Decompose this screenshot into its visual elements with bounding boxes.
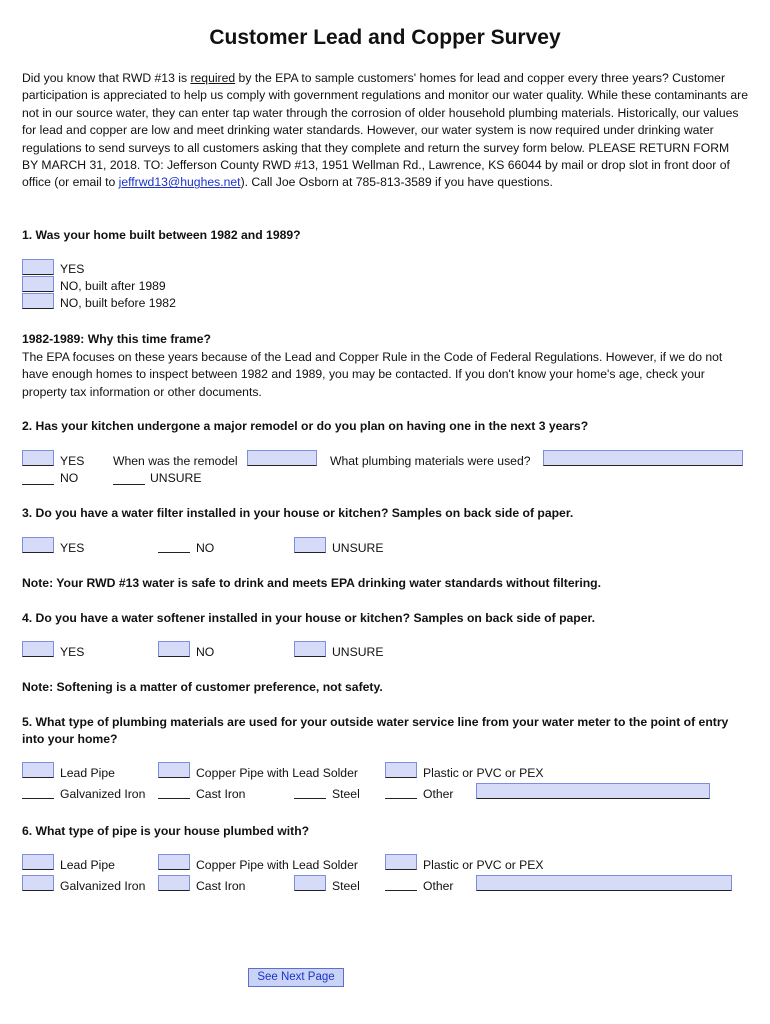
q6-steel-label: Steel: [332, 879, 360, 893]
q5-galv-checkbox[interactable]: [22, 783, 54, 799]
intro-paragraph: [22, 70, 748, 192]
q4-yes-label: YES: [60, 645, 85, 659]
q6-steel-checkbox[interactable]: [294, 875, 326, 891]
see-next-page-button[interactable]: See Next Page: [248, 968, 344, 987]
q3-unsure-label: UNSURE: [332, 541, 384, 555]
intro-text-1: Did you know that RWD #13 is: [22, 71, 191, 85]
q5-question-line1: 5. What type of plumbing materials are used for your outside water service line from your water meter to the point of entry: [22, 715, 729, 729]
q6-other-checkbox[interactable]: [385, 875, 417, 891]
q4-no-label: NO: [196, 645, 215, 659]
intro-text-2: by the EPA to sample customers' homes for lead and copper every three years? Customer participation is appreciated to help us comply with government regulations and monitor our water quality. While these contaminants are not in our source water, they can enter tap water through the corrosion of older household plumbing materials. Historically, our values for lead and copper are low and meet drinking water standards. However, our water system is now required under drinking water regulations to send surveys to all customers asking that they complete and return the survey form below. PLEASE RETURN FORM BY MARCH 31, 2018. TO: Jefferson County RWD #13, 1951 Wellman Rd., Lawrence, KS 66044 by mail or drop slot in front door of office (or email to: [22, 71, 748, 190]
email-link[interactable]: jeffrwd13@hughes.net: [118, 175, 241, 190]
q5-other-field[interactable]: [476, 783, 710, 799]
q6-cast-label: Cast Iron: [196, 879, 246, 893]
q6-cast-checkbox[interactable]: [158, 875, 190, 891]
timeframe-heading: 1982-1989: Why this time frame?: [22, 332, 211, 346]
q6-galv-checkbox[interactable]: [22, 875, 54, 891]
q5-other-label: Other: [423, 787, 454, 801]
q2-yes-checkbox[interactable]: [22, 450, 54, 466]
q4-question: 4. Do you have a water softener installed in your house or kitchen? Samples on back side of paper.: [22, 611, 595, 625]
q3-question: 3. Do you have a water filter installed in your house or kitchen? Samples on back side of paper.: [22, 506, 574, 520]
q1-before-1982-checkbox[interactable]: [22, 293, 54, 309]
q5-lead-label: Lead Pipe: [60, 766, 115, 780]
q6-plastic-label: Plastic or PVC or PEX: [423, 858, 544, 872]
q3-no-checkbox[interactable]: [158, 537, 190, 553]
q5-steel-checkbox[interactable]: [294, 783, 326, 799]
q1-after-1989-checkbox[interactable]: [22, 276, 54, 292]
q3-yes-checkbox[interactable]: [22, 537, 54, 553]
q2-no-checkbox[interactable]: [22, 469, 54, 485]
q2-unsure-checkbox[interactable]: [113, 469, 145, 485]
q5-copper-label: Copper Pipe with Lead Solder: [196, 766, 358, 780]
q1-before-1982-label: NO, built before 1982: [60, 296, 176, 310]
q6-other-label: Other: [423, 879, 454, 893]
q5-lead-checkbox[interactable]: [22, 762, 54, 778]
intro-required: required: [190, 71, 236, 85]
note-softener: Note: Softening is a matter of customer preference, not safety.: [22, 680, 383, 694]
q5-cast-label: Cast Iron: [196, 787, 246, 801]
intro-text-3: ). Call Joe Osborn at 785-813-3589 if you have questions.: [240, 175, 553, 190]
q6-plastic-checkbox[interactable]: [385, 854, 417, 870]
note-filter: Note: Your RWD #13 water is safe to drink and meets EPA drinking water standards without filtering.: [22, 576, 602, 590]
q5-steel-label: Steel: [332, 787, 360, 801]
q5-plastic-label: Plastic or PVC or PEX: [423, 766, 544, 780]
q6-lead-checkbox[interactable]: [22, 854, 54, 870]
q5-cast-checkbox[interactable]: [158, 783, 190, 799]
q3-unsure-checkbox[interactable]: [294, 537, 326, 553]
q1-yes-label: YES: [60, 262, 85, 276]
q6-copper-label: Copper Pipe with Lead Solder: [196, 858, 358, 872]
q6-copper-checkbox[interactable]: [158, 854, 190, 870]
q6-galv-label: Galvanized Iron: [60, 879, 146, 893]
q3-no-label: NO: [196, 541, 215, 555]
q6-lead-label: Lead Pipe: [60, 858, 115, 872]
q2-no-label: NO: [60, 471, 79, 485]
q5-plastic-checkbox[interactable]: [385, 762, 417, 778]
q6-question: 6. What type of pipe is your house plumbed with?: [22, 824, 310, 838]
q1-question: 1. Was your home built between 1982 and 1989?: [22, 228, 301, 242]
q5-other-checkbox[interactable]: [385, 783, 417, 799]
q4-unsure-checkbox[interactable]: [294, 641, 326, 657]
q5-copper-checkbox[interactable]: [158, 762, 190, 778]
q1-after-1989-label: NO, built after 1989: [60, 279, 166, 293]
q1-yes-checkbox[interactable]: [22, 259, 54, 275]
q4-unsure-label: UNSURE: [332, 645, 384, 659]
q5-galv-label: Galvanized Iron: [60, 787, 146, 801]
q2-when-label: When was the remodel: [113, 454, 238, 468]
page-title: Customer Lead and Copper Survey: [209, 26, 561, 49]
q2-remodel-date-field[interactable]: [247, 450, 317, 466]
q2-materials-field[interactable]: [543, 450, 743, 466]
q6-other-field[interactable]: [476, 875, 732, 891]
timeframe-text: The EPA focuses on these years because of the Lead and Copper Rule in the Code of Federal Regulations. However, if we do not have enough homes to inspect between 1982 and 1989, you may be contacted. If you don't know your home's age, check your property tax information or other documents.: [22, 350, 723, 399]
q5-question-line2: into your home?: [22, 732, 118, 746]
q4-no-checkbox[interactable]: [158, 641, 190, 657]
q2-unsure-label: UNSURE: [150, 471, 202, 485]
q2-materials-label: What plumbing materials were used?: [330, 454, 531, 468]
q4-yes-checkbox[interactable]: [22, 641, 54, 657]
q3-yes-label: YES: [60, 541, 85, 555]
q2-question: 2. Has your kitchen undergone a major remodel or do you plan on having one in the next 3 years?: [22, 419, 589, 433]
q2-yes-label: YES: [60, 454, 85, 468]
